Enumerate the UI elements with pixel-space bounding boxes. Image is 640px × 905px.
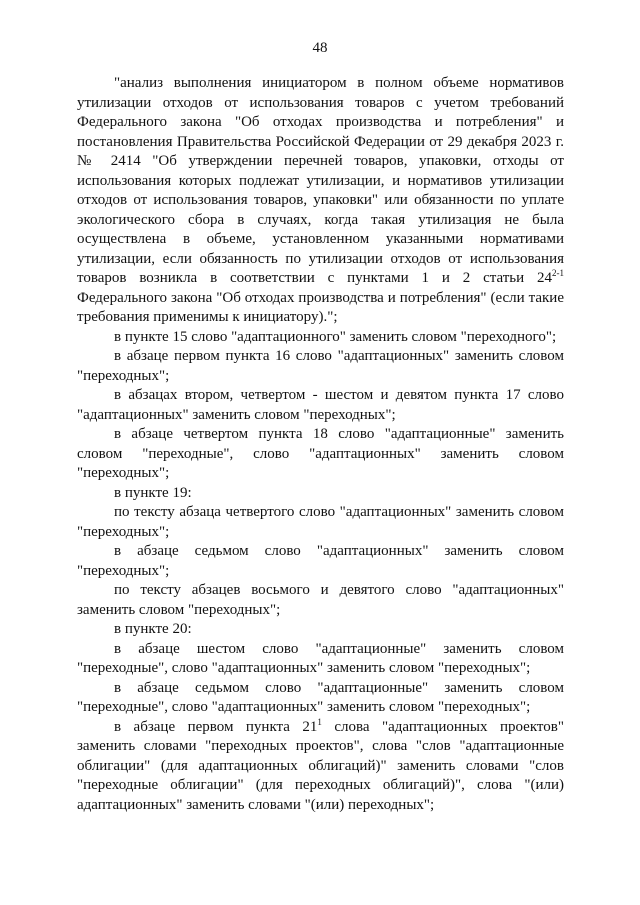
page-number: 48: [312, 40, 328, 56]
paragraph-8: в абзаце седьмом слово "адаптационных" заменить словом "переходных";: [77, 543, 564, 579]
document-body: [77, 74, 564, 815]
paragraph-9: по тексту абзацев восьмого и девятого слово "адаптационных" заменить словом "переходных";: [77, 582, 564, 618]
paragraph-7: по тексту абзаца четвертого слово "адаптационных" заменить словом "переходных";: [77, 504, 564, 540]
paragraph-5: в абзаце четвертом пункта 18 слово "адаптационные" заменить словом "переходные", слово "адаптационных" заменить словом "переходных";: [77, 426, 564, 481]
paragraph-2: в пункте 15 слово "адаптационного" заменить словом "переходного";: [114, 328, 557, 345]
paragraph-12: в абзаце седьмом слово "адаптационные" заменить словом "переходные", слово "адаптационных" заменить словом "переходных";: [77, 679, 564, 715]
paragraph-1: "анализ выполнения инициатором в полном объеме нормативов утилизации отходов от использования товаров с учетом требований Федерального закона "Об отходах производства и потребления" и постановления Правительства Российской Федерации от 29 декабря 2023 г. № 2414 "Об утверждении перечней товаров, упаковки, отходы от использования которых подлежат утилизации, и нормативов утилизации отходов от использования товаров, упаковки" или обязанности по уплате экологического сбора в случаях, когда такая утилизация не была осуществлена в объеме, установленном указанными нормативами утилизации, если обязанность по утилизации отходов от использования товаров возникла в соответствии с пунктами 1 и 2 статьи 24$^{2-1}$ Федерального закона "Об отходах производства и потребления" (если такие требования применимы к инициатору).";: [77, 75, 564, 325]
paragraph-11: в абзаце шестом слово "адаптационные" заменить словом "переходные", слово "адаптационных" заменить словом "переходных";: [77, 640, 564, 676]
paragraph-13: в абзаце первом пункта $21^1$ слова "адаптационных проектов" заменить словами "переходных проектов", слова "слов "адаптационные облигации" (для адаптационных облигаций)" заменить словами "слов "переходные облигации" (для переходных облигаций)", слова "(или) адаптационных" заменить словами "(или) переходных";: [77, 716, 564, 813]
paragraph-6: в пункте 19:: [114, 484, 192, 501]
paragraph-4: в абзацах втором, четвертом - шестом и девятом пункта 17 слово "адаптационных" заменить словом "переходных";: [77, 387, 564, 423]
paragraph-3: в абзаце первом пункта 16 слово "адаптационных" заменить словом "переходных";: [77, 348, 564, 384]
paragraph-10: в пункте 20:: [114, 621, 192, 637]
